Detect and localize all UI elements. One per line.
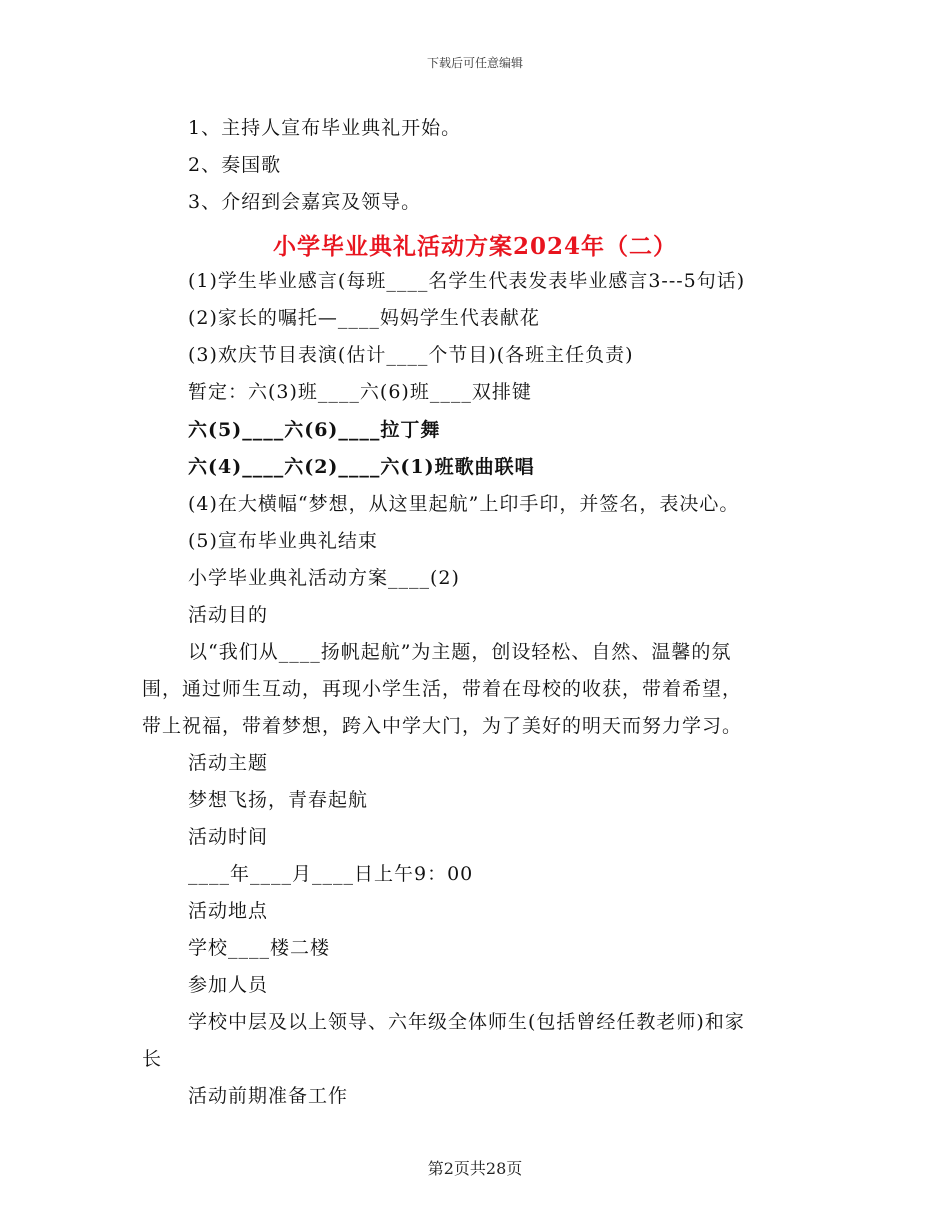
- text-line: 梦想飞扬，青春起航: [188, 789, 369, 811]
- text-line: (3)欢庆节目表演(估计____个节目)(各班主任负责): [188, 344, 634, 366]
- text-line: 参加人员: [188, 974, 269, 996]
- text-line: 六(5)____六(6)____拉丁舞: [188, 419, 441, 441]
- text-line: (5)宣布毕业典礼结束: [188, 530, 378, 552]
- text-line: 带上祝福，带着梦想，跨入中学大门，为了美好的明天而努力学习。: [142, 715, 743, 737]
- text-line: 小学毕业典礼活动方案____(2): [188, 567, 460, 589]
- text-line: 长: [142, 1048, 163, 1070]
- page-header: 下载后可任意编辑: [426, 56, 523, 70]
- text-line: 活动目的: [188, 604, 269, 626]
- text-line: 活动地点: [188, 900, 269, 922]
- text-line: 1、主持人宣布毕业典礼开始。: [188, 117, 462, 139]
- text-line: 以“我们从____扬帆起航”为主题，创设轻松、自然、温馨的氛: [188, 641, 732, 663]
- text-line: 六(4)____六(2)____六(1)班歌曲联唱: [188, 456, 535, 478]
- text-line: 围，通过师生互动，再现小学生活，带着在母校的收获，带着希望，: [142, 678, 743, 700]
- text-line: (2)家长的嘱托—____妈妈学生代表献花: [188, 307, 540, 329]
- page-footer: 第2页共28页: [427, 1159, 523, 1178]
- text-line: 2、奏国歌: [188, 154, 282, 176]
- text-line: 活动前期准备工作: [188, 1085, 349, 1107]
- text-line: (4)在大横幅“梦想，从这里起航”上印手印，并签名，表决心。: [188, 493, 740, 515]
- text-line: 活动时间: [188, 826, 269, 848]
- text-line: 学校____楼二楼: [188, 937, 331, 959]
- text-line: 活动主题: [188, 752, 269, 774]
- text-line: 暂定：六(3)班____六(6)班____双排键: [188, 381, 532, 403]
- text-line: ____年____月____日上午9：00: [188, 863, 474, 885]
- text-line: 3、介绍到会嘉宾及领导。: [188, 191, 422, 213]
- section-title: 小学毕业典礼活动方案2024年（二）: [272, 233, 677, 260]
- text-line: (1)学生毕业感言(每班____名学生代表发表毕业感言3---5句话): [188, 270, 746, 292]
- text-line: 学校中层及以上领导、六年级全体师生(包括曾经任教老师)和家: [188, 1011, 745, 1033]
